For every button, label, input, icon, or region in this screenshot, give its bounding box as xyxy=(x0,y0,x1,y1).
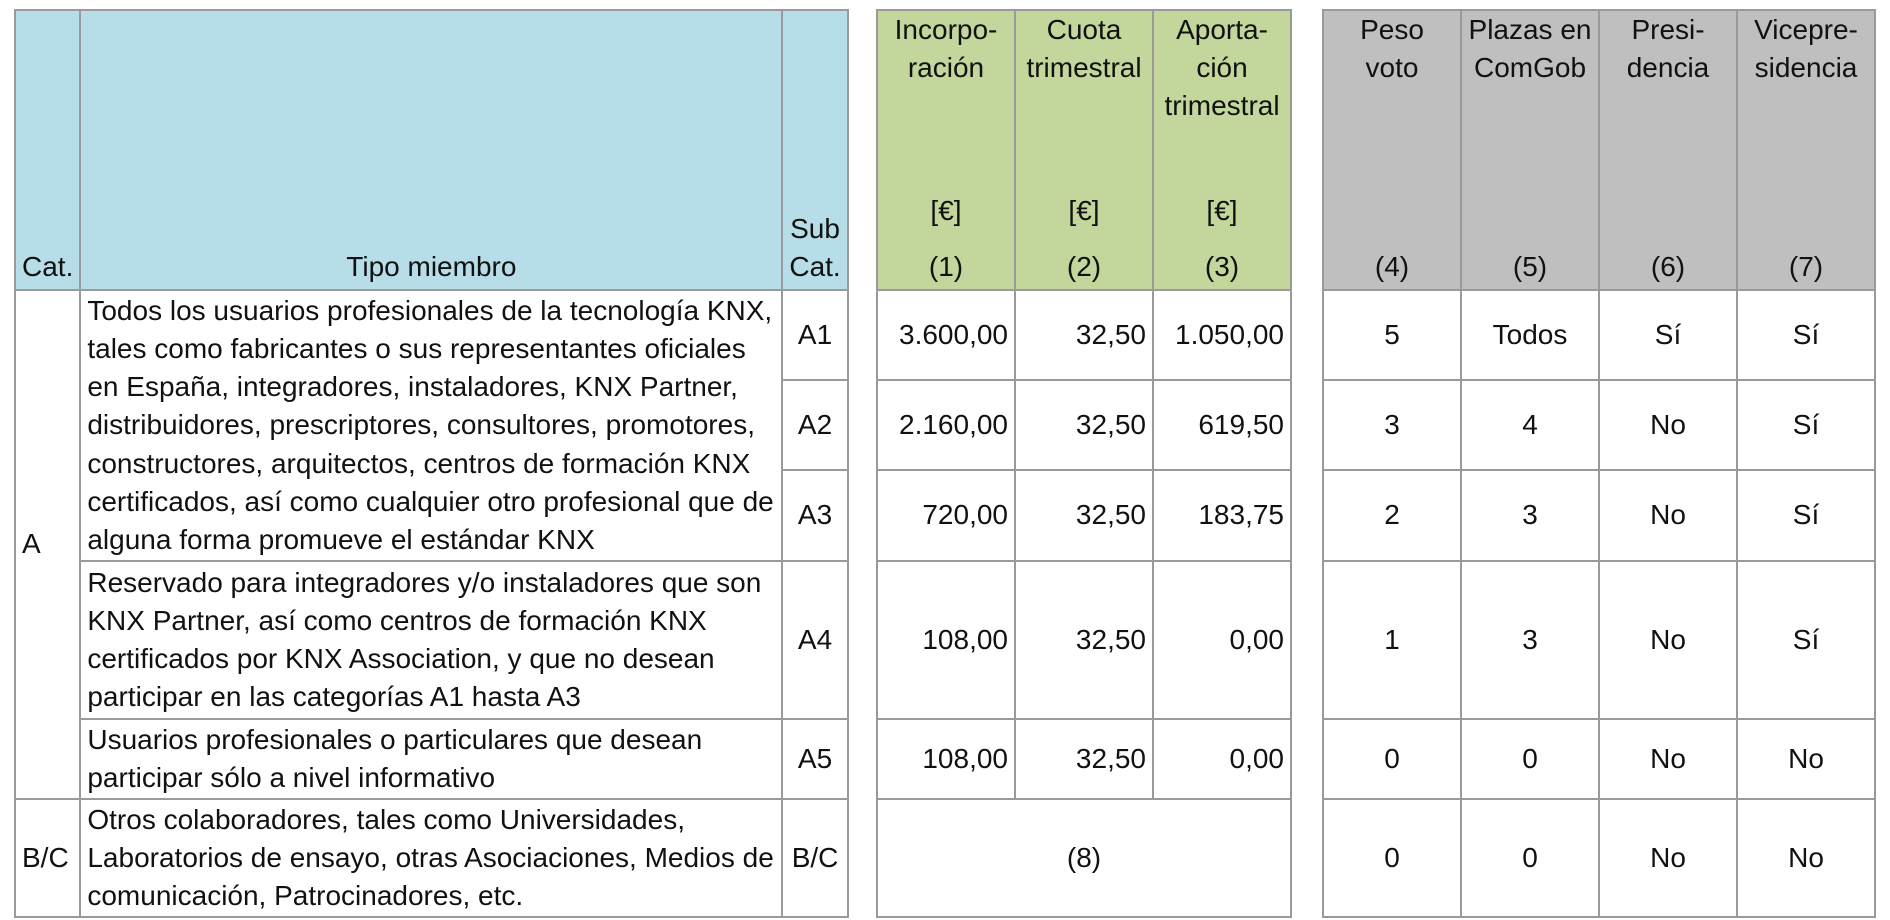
header-incorporacion xyxy=(877,10,1015,290)
table-row xyxy=(877,470,1291,561)
table-row xyxy=(1323,561,1875,719)
header-presidencia xyxy=(1599,10,1737,290)
fee-cell: 32,50 xyxy=(1015,290,1153,380)
header-line: Incorpo- xyxy=(894,14,998,45)
header-peso-voto xyxy=(1323,10,1461,290)
header-line: trimestral xyxy=(1164,90,1280,122)
rights-cell: 3 xyxy=(1461,470,1599,561)
rights-cell: No xyxy=(1599,799,1737,917)
rights-cell: 5 xyxy=(1323,290,1461,380)
fee-cell: 1.050,00 xyxy=(1153,290,1291,380)
table-row xyxy=(15,719,848,799)
footnote-ref: (3) xyxy=(1204,250,1240,282)
rights-cell: 3 xyxy=(1461,561,1599,719)
rights-cell: 0 xyxy=(1323,799,1461,917)
desc-cell-a1-a3: Todos los usuarios profesionales de la tecnología KNX, tales como fabricantes o sus representantes oficiales en España, integradores, instaladores, KNX Partner, distribuidores, prescriptores, consultores, promotores, constructores, arquitectos, centros de formación KNX certificados, así como cualquier otro profesional que de alguna forma promueve el estándar KNX xyxy=(80,290,782,561)
header-line: Presi- xyxy=(1631,14,1705,45)
rights-cell: Sí xyxy=(1737,380,1875,470)
fee-cell: 32,50 xyxy=(1015,380,1153,470)
desc-cell-a4: Reservado para integradores y/o instaladores que son KNX Partner, así como centros de formación KNX certificados por KNX Association, y que no desean participar en las categorías A1 hasta A3 xyxy=(80,561,782,719)
table-row xyxy=(1323,799,1875,917)
rights-cell: 0 xyxy=(1461,719,1599,799)
header-cat: Cat. xyxy=(15,10,80,290)
header-subcat xyxy=(782,10,847,290)
table-row xyxy=(15,290,848,380)
footnote-ref: (4) xyxy=(1374,250,1410,282)
rights-cell: No xyxy=(1599,380,1737,470)
footnote-ref: (6) xyxy=(1650,250,1686,282)
rights-cell: 0 xyxy=(1323,719,1461,799)
header-line: trimestral xyxy=(1026,52,1142,84)
table-row xyxy=(1323,719,1875,799)
table-row xyxy=(877,799,1291,917)
rights-cell: Sí xyxy=(1599,290,1737,380)
fees-header-row xyxy=(877,10,1291,290)
header-aportacion-trimestral xyxy=(1153,10,1291,290)
header-line: ración xyxy=(907,52,985,84)
unit-euro: [€] xyxy=(930,194,962,226)
header-line: Aporta- xyxy=(1176,14,1268,45)
subcat-cell: A4 xyxy=(782,561,847,719)
header-plazas-title xyxy=(1468,11,1592,87)
header-vicepresidencia-title xyxy=(1744,11,1868,87)
membership-type-table xyxy=(14,9,849,918)
table-row xyxy=(877,380,1291,470)
header-line: sidencia xyxy=(1754,52,1858,84)
rights-cell: No xyxy=(1599,470,1737,561)
unit-euro: [€] xyxy=(1068,194,1100,226)
table-row xyxy=(877,719,1291,799)
subcat-cell: A5 xyxy=(782,719,847,799)
subcat-cell: A2 xyxy=(782,380,847,470)
header-line: Vicepre- xyxy=(1754,14,1858,45)
rights-cell: 2 xyxy=(1323,470,1461,561)
header-aportacion-title xyxy=(1160,11,1284,125)
header-tipo-miembro: Tipo miembro xyxy=(80,10,782,290)
cat-cell-a: A xyxy=(15,290,80,799)
rights-cell: 0 xyxy=(1461,799,1599,917)
table-row xyxy=(15,561,848,719)
header-line: Peso xyxy=(1360,14,1424,45)
rights-cell: Sí xyxy=(1737,290,1875,380)
table-row xyxy=(877,561,1291,719)
fee-cell: 0,00 xyxy=(1153,719,1291,799)
bc-fee-note: (8) xyxy=(877,799,1291,917)
rights-header-row xyxy=(1323,10,1875,290)
rights-cell: 1 xyxy=(1323,561,1461,719)
footnote-ref: (2) xyxy=(1066,250,1102,282)
fee-cell: 32,50 xyxy=(1015,470,1153,561)
header-plazas-comgob xyxy=(1461,10,1599,290)
header-cuota-title xyxy=(1022,11,1146,87)
fee-cell: 0,00 xyxy=(1153,561,1291,719)
desc-cell-a5: Usuarios profesionales o particulares que desean participar sólo a nivel informativo xyxy=(80,719,782,799)
fee-cell: 32,50 xyxy=(1015,561,1153,719)
footnote-ref: (1) xyxy=(928,250,964,282)
header-line: ción xyxy=(1196,52,1248,84)
header-line: ComGob xyxy=(1473,52,1587,84)
header-line: Cuota xyxy=(1046,14,1122,45)
header-subcat-line1: Sub xyxy=(790,212,840,244)
table-row xyxy=(1323,380,1875,470)
footnote-ref: (7) xyxy=(1788,250,1824,282)
fee-cell: 108,00 xyxy=(877,561,1015,719)
table-row xyxy=(15,799,848,917)
header-line: Plazas en xyxy=(1468,14,1592,45)
membership-header-row xyxy=(15,10,848,290)
desc-cell-bc: Otros colaboradores, tales como Universidades, Laboratorios de ensayo, otras Asociaciones, Medios de comunicación, Patrocinadores, etc. xyxy=(80,799,782,917)
unit-euro: [€] xyxy=(1206,194,1238,226)
fee-cell: 2.160,00 xyxy=(877,380,1015,470)
fee-cell: 183,75 xyxy=(1153,470,1291,561)
cat-cell-bc: B/C xyxy=(15,799,80,917)
rights-cell: Sí xyxy=(1737,561,1875,719)
header-vicepresidencia xyxy=(1737,10,1875,290)
header-incorporacion-title xyxy=(884,11,1008,87)
fee-cell: 3.600,00 xyxy=(877,290,1015,380)
fee-cell: 619,50 xyxy=(1153,380,1291,470)
subcat-cell: A1 xyxy=(782,290,847,380)
fee-cell: 108,00 xyxy=(877,719,1015,799)
fee-cell: 720,00 xyxy=(877,470,1015,561)
rights-cell: No xyxy=(1737,799,1875,917)
table-row xyxy=(1323,470,1875,561)
header-peso-title xyxy=(1330,11,1454,87)
footnote-ref: (5) xyxy=(1512,250,1548,282)
table-row xyxy=(1323,290,1875,380)
table-row xyxy=(877,290,1291,380)
fees-table xyxy=(876,9,1292,918)
rights-table xyxy=(1322,9,1876,918)
rights-cell: 4 xyxy=(1461,380,1599,470)
header-subcat-line2: Cat. xyxy=(789,250,841,282)
subcat-cell: A3 xyxy=(782,470,847,561)
rights-cell: No xyxy=(1599,719,1737,799)
header-cuota-trimestral xyxy=(1015,10,1153,290)
subcat-cell: B/C xyxy=(782,799,847,917)
rights-cell: Sí xyxy=(1737,470,1875,561)
fee-cell: 32,50 xyxy=(1015,719,1153,799)
header-presidencia-title xyxy=(1606,11,1730,87)
rights-cell: No xyxy=(1737,719,1875,799)
header-line: dencia xyxy=(1626,52,1710,84)
rights-cell: Todos xyxy=(1461,290,1599,380)
rights-cell: No xyxy=(1599,561,1737,719)
rights-cell: 3 xyxy=(1323,380,1461,470)
header-line: voto xyxy=(1365,52,1419,84)
